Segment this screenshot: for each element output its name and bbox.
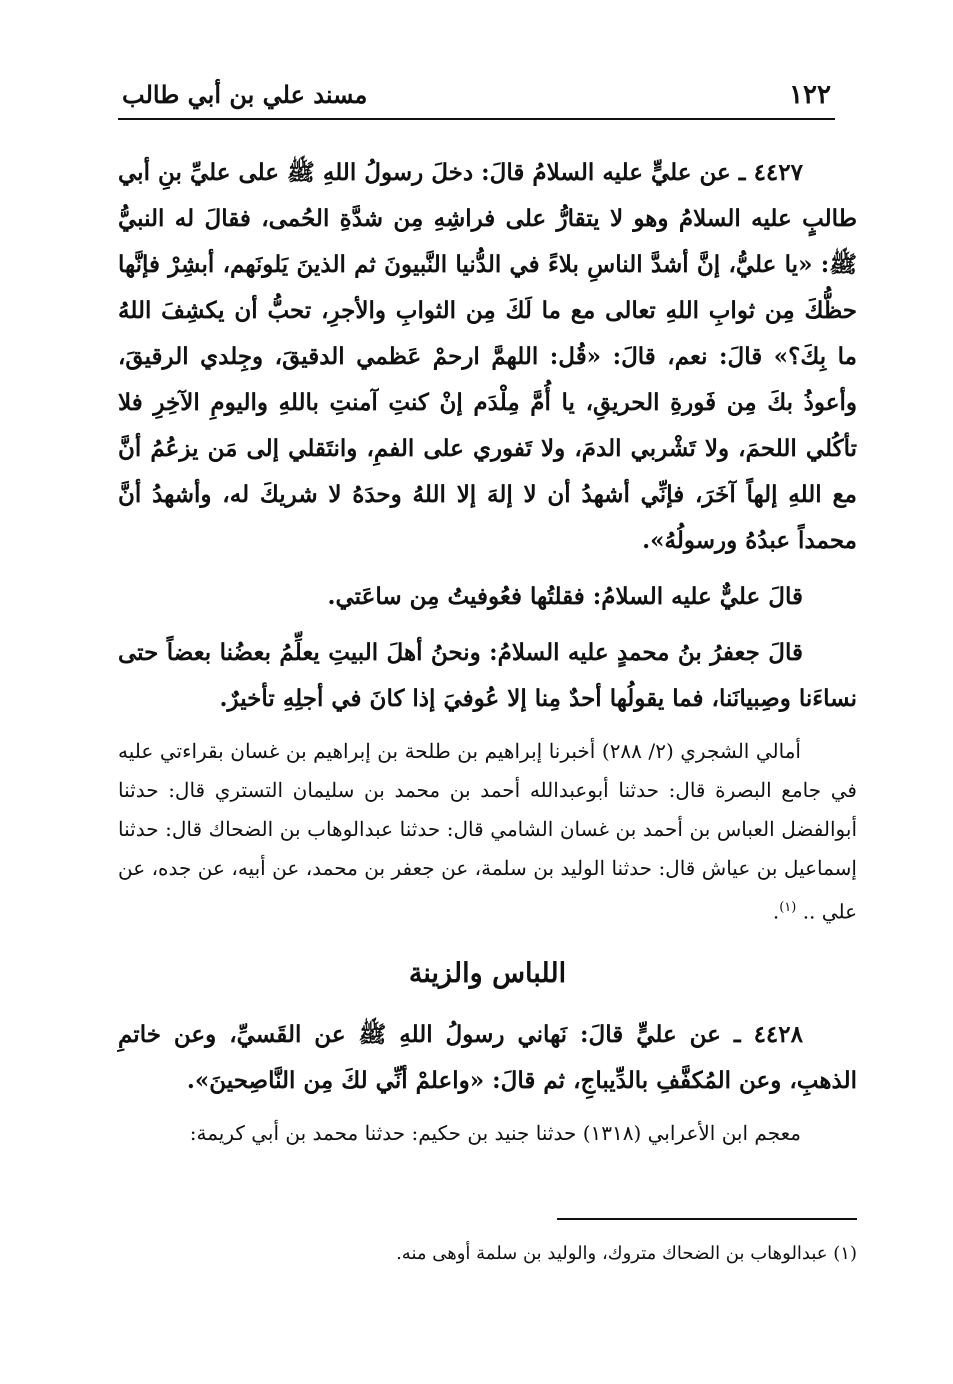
- section-heading: اللباس والزينة: [408, 957, 567, 989]
- page-header: [118, 78, 835, 120]
- page-body: [118, 150, 857, 1159]
- footnote-1: (١) عبدالوهاب بن الضحاك متروك، والوليد بن سلمة أوهى منه.: [396, 1243, 857, 1264]
- running-title: مسند علي بن أبي طالب: [122, 80, 368, 109]
- page-number: ١٢٢: [789, 80, 831, 110]
- hadith-4428-text: ٤٤٢٨ ـ عن عليٍّ قالَ: نَهاني رسولُ اللهِ ﷺ عن القَسيِّ، وعن خاتمِ الذهبِ، وعن المُكفَّفِ بالدِّيباجِ، ثم قالَ: «واعلمْ أنِّي لكَ مِن النَّاصِحينَ».: [118, 1020, 857, 1094]
- footnote-separator: [557, 1218, 857, 1220]
- hadith-4427-text: ٤٤٢٧ ـ عن عليٍّ عليه السلامُ قالَ: دخلَ رسولُ اللهِ ﷺ على عليِّ بنِ أبي طالبٍ عليه السلامُ وهو لا يتقارُّ على فراشِهِ مِن شدَّةِ الحُمى، فقالَ له النبيُّ ﷺ: «يا عليُّ، إنَّ أشدَّ الناسِ بلاءً في الدُّنيا النَّبيونَ ثم الذينَ يَلونَهم، أبشِرْ فإنَّها حظُّكَ مِن ثوابِ اللهِ تعالى مع ما لَكَ مِن الثوابِ والأجرِ، تحبُّ أن يكشِفَ اللهُ ما بِكَ؟» قالَ: نعم، قالَ: «قُل: اللهمَّ ارحمْ عَظمي الدقيقَ، وجِلدي الرقيقَ، وأعوذُ بكَ مِن فَورةِ الحريقِ، يا أُمَّ مِلْدَم إنْ كنتِ آمنتِ باللهِ واليومِ الآخِرِ فلا تأكُلي اللحمَ، ولا تَشْربي الدمَ، ولا تَفوري على الفمِ، وانتَقلي إلى مَن يزعُمُ أنَّ مع اللهِ إلهاً آخَرَ، فإنِّي أشهدُ أن لا إلهَ إلا اللهُ وحدَهُ لا شريكَ له، وأشهدُ أنَّ محمداً عبدُهُ ورسولُهُ».: [118, 159, 857, 554]
- footnote-area: [118, 1218, 857, 1270]
- footnote-reference: (١): [779, 900, 797, 915]
- hadith-4427-ali-said: قالَ عليٌّ عليه السلامُ: فقلتُها فعُوفيتُ مِن ساعَتي.: [327, 583, 803, 610]
- hadith-4427-source: أمالي الشجري (٢/ ٢٨٨) أخبرنا إبراهيم بن طلحة بن إبراهيم بن غسان بقراءتي عليه في جامع البصرة قال: حدثنا أبوعبدالله أحمد بن محمد بن سليمان التستري قال: حدثنا أبوالفضل العباس بن أحمد بن غسان الشامي قال: حدثنا عبدالوهاب بن الضحاك قال: حدثنا إسماعيل بن عياش قال: حدثنا الوليد بن سلمة، عن جعفر بن محمد، عن أبيه، عن جده، عن علي .. $^{(١)}$.: [118, 739, 857, 924]
- hadith-4427-source-text: أمالي الشجري (٢/ ٢٨٨) أخبرنا إبراهيم بن طلحة بن إبراهيم بن غسان بقراءتي عليه في جامع البصرة قال: حدثنا أبوعبدالله أحمد بن محمد بن سليمان التستري قال: حدثنا أبوالفضل العباس بن أحمد بن غسان الشامي قال: حدثنا عبدالوهاب بن الضحاك قال: حدثنا إسماعيل بن عياش قال: حدثنا الوليد بن سلمة، عن جعفر بن محمد، عن أبيه، عن جده، عن علي ..: [118, 739, 857, 924]
- hadith-4427-jafar-said: قالَ جعفرُ بنُ محمدٍ عليه السلامُ: ونحنُ أهلَ البيتِ يعلِّمُ بعضُنا بعضاً حتى نساءَنا وصِبيانَنا، فما يقولُها أحدٌ مِنا إلا عُوفيَ إذا كانَ في أجلِهِ تأخيرٌ.: [118, 639, 857, 712]
- hadith-4428-source: معجم ابن الأعرابي (١٣١٨) حدثنا جنيد بن حكيم: حدثنا محمد بن أبي كريمة:: [189, 1120, 801, 1145]
